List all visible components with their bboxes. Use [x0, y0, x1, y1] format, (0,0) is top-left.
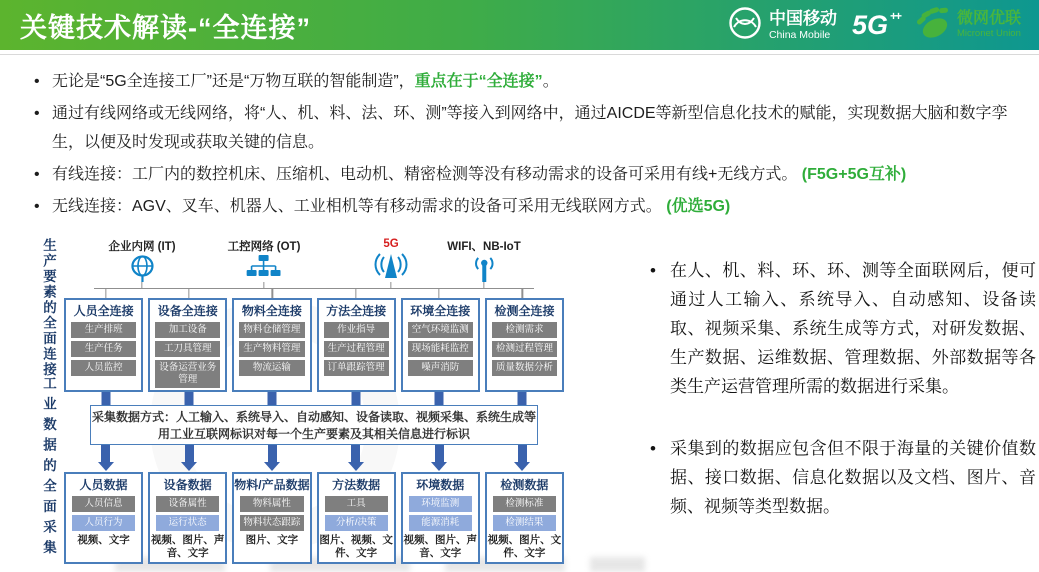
connect-column-people — [64, 298, 143, 392]
connect-columns-row — [64, 298, 564, 392]
connect-item: 质量数据分析 — [492, 360, 557, 376]
down-arrow — [514, 445, 530, 471]
china-mobile-globe-icon — [728, 6, 762, 45]
mast-icon — [470, 269, 498, 286]
connector-stub — [188, 288, 189, 298]
bullet-4: • 无线连接：AGV、叉车、机器人、工业相机等有移动需求的设备可采用无线联网方式。 (优选5G) — [28, 192, 1028, 221]
connect-item: 生产任务 — [71, 341, 136, 357]
connect-column-inspection — [485, 298, 564, 392]
data-column-inspection — [485, 472, 564, 564]
connect-item: 空气环境监测 — [408, 322, 473, 338]
connector-stub — [522, 288, 523, 298]
connect-column-environment — [401, 298, 480, 392]
data-item: 物料属性 — [240, 496, 303, 512]
column-title: 环境数据 — [416, 478, 465, 492]
down-arrow — [431, 445, 447, 471]
column-title: 人员全连接 — [73, 304, 134, 318]
column-title: 物料/产品数据 — [234, 478, 310, 492]
five-g-plus: ++ — [889, 8, 900, 23]
data-item: 人员行为 — [72, 515, 135, 531]
data-types: 图片、文字 — [245, 533, 299, 546]
bullet-3: • 有线连接：工厂内的数控机床、压缩机、电动机、精密检测等没有移动需求的设备可采用有线+无线方式。 (F5G+5G互补) — [28, 160, 1028, 189]
data-item: 设备属性 — [156, 496, 219, 512]
connect-item: 物流运输 — [239, 360, 304, 376]
micronet-cn: 微网优联 — [956, 10, 1021, 28]
collection-method-band — [90, 405, 538, 445]
connect-item: 工刀具管理 — [155, 341, 220, 357]
network-bus-line — [94, 288, 534, 289]
data-types: 视频、图片、文件、文字 — [487, 533, 562, 560]
down-arrow — [98, 445, 114, 471]
intro-bullets — [28, 67, 1028, 224]
connect-column-method — [317, 298, 396, 392]
connect-item: 现场能耗监控 — [408, 341, 473, 357]
column-title: 检测全连接 — [494, 304, 555, 318]
connect-item: 检测需求 — [492, 322, 557, 338]
network-label: WIFI、NB-IoT — [447, 241, 521, 253]
data-item: 人员信息 — [72, 496, 135, 512]
data-item: 物料状态跟踪 — [240, 515, 303, 531]
header-logos — [728, 6, 1021, 45]
bullet-1: • 无论是“5G全连接工厂”还是“万物互联的智能制造”，重点在于“全连接”。 — [28, 67, 1028, 96]
connect-item: 人员监控 — [71, 360, 136, 376]
network-node-ot — [228, 238, 301, 284]
right-bullet-2: • 采集到的数据应包含但不限于海量的关键价值数据、接口数据、信息化数据以及文档、图片、音频、视频等类型数据。 — [648, 434, 1036, 521]
five-g-logo: 5G ++ — [851, 8, 900, 40]
column-title: 人员数据 — [79, 478, 128, 492]
down-arrow — [264, 445, 280, 471]
data-item: 检测标准 — [493, 496, 556, 512]
data-column-method — [317, 472, 396, 564]
column-title: 环境全连接 — [410, 304, 471, 318]
china-mobile-cn: 中国移动 — [768, 9, 837, 29]
band-line-2: 用工业互联网标识对每一个生产要素及其相关信息进行标识 — [157, 427, 470, 441]
diagram-main — [64, 236, 564, 568]
network-node-5g — [370, 238, 412, 283]
connector-stub — [272, 288, 273, 298]
data-types: 视频、图片、声音、文字 — [403, 533, 478, 560]
column-title: 设备数据 — [163, 478, 212, 492]
connector-stub — [105, 288, 106, 298]
network-label: 工控网络 (OT) — [227, 241, 301, 253]
micronet-union-logo — [915, 7, 1021, 44]
data-item: 分析/决策 — [325, 515, 388, 531]
header-bar — [0, 0, 1039, 50]
right-notes — [648, 256, 1036, 521]
side-label-connection: 生产要素的全面连接 — [41, 238, 56, 378]
band-line-1: 采集数据方式：人工输入、系统导入、自动感知、设备读取、视频采集、系统生成等 — [91, 410, 536, 424]
data-item: 工具 — [325, 496, 388, 512]
column-title: 物料全连接 — [241, 304, 302, 318]
bullet-3-highlight: (F5G+5G互补) — [801, 166, 907, 183]
connect-column-material — [232, 298, 311, 392]
connect-item: 噪声消防 — [408, 360, 473, 376]
connect-item: 加工设备 — [155, 322, 220, 338]
china-mobile-logo — [728, 6, 837, 45]
data-column-equipment — [148, 472, 227, 564]
network-node-wifi — [447, 238, 520, 287]
side-label-collection: 工业数据的全面采集 — [41, 376, 56, 561]
globe-icon — [127, 269, 157, 286]
connect-column-equipment — [148, 298, 227, 392]
micronet-hand-icon — [915, 7, 951, 44]
connect-item: 生产过程管理 — [324, 341, 389, 357]
network-label-5g: 5G — [383, 238, 399, 250]
network-label: 企业内网 (IT) — [108, 241, 176, 253]
connect-item: 订单跟踪管理 — [324, 360, 389, 376]
connector-stub — [355, 288, 356, 298]
bullet-2: • 通过有线网络或无线网络，将“人、机、料、法、环、测”等接入到网络中，通过AICDE等新型信息化技术的赋能，实现数据大脑和数字孪生，以便及时发现或获取关键的信息。 — [28, 99, 1028, 157]
connect-item: 生产物料管理 — [239, 341, 304, 357]
page-title: 关键技术解读-“全连接” — [20, 12, 311, 43]
column-title: 方法数据 — [332, 478, 381, 492]
right-bullet-1: • 在人、机、料、环、环、测等全面联网后，便可通过人工输入、系统导入、自动感知、设备读取、视频采集、系统生成等方式，对研发数据、生产数据、运维数据、管理数据、外部数据等各类生产运营管理所需的数据进行采集。 — [648, 256, 1036, 401]
bullet-1-highlight: 重点在于“全连接” — [414, 73, 543, 90]
connector-stub — [438, 288, 439, 298]
header-separator — [0, 54, 1039, 55]
connect-item: 物料仓储管理 — [239, 322, 304, 338]
data-types: 视频、图片、声音、文字 — [150, 533, 225, 560]
connect-item: 生产排班 — [71, 322, 136, 338]
micronet-en: Micronet Union — [956, 27, 1021, 39]
data-types: 图片、视频、文件、文字 — [319, 533, 393, 560]
network-node-it — [108, 238, 175, 287]
column-title: 方法全连接 — [326, 304, 387, 318]
data-columns-row — [64, 472, 564, 564]
data-types: 视频、文字 — [77, 533, 130, 546]
connect-item: 检测过程管理 — [492, 341, 557, 357]
data-item: 能源消耗 — [409, 515, 472, 531]
column-title: 检测数据 — [500, 478, 549, 492]
connect-item: 设备运营业务管理 — [155, 360, 220, 388]
network-tree-icon — [247, 266, 281, 283]
data-item: 环境监测 — [409, 496, 472, 512]
china-mobile-en: China Mobile — [768, 28, 831, 41]
down-arrow — [348, 445, 364, 471]
data-item: 检测结果 — [493, 515, 556, 531]
column-title: 设备全连接 — [157, 304, 218, 318]
antenna-tower-icon — [370, 265, 412, 282]
data-column-environment — [401, 472, 480, 564]
data-column-material — [232, 472, 311, 564]
connection-diagram — [32, 236, 626, 568]
data-column-people — [64, 472, 143, 564]
data-item: 运行状态 — [156, 515, 219, 531]
connect-item: 作业指导 — [324, 322, 389, 338]
bullet-4-highlight: (优选5G) — [666, 198, 731, 215]
down-arrow — [181, 445, 197, 471]
